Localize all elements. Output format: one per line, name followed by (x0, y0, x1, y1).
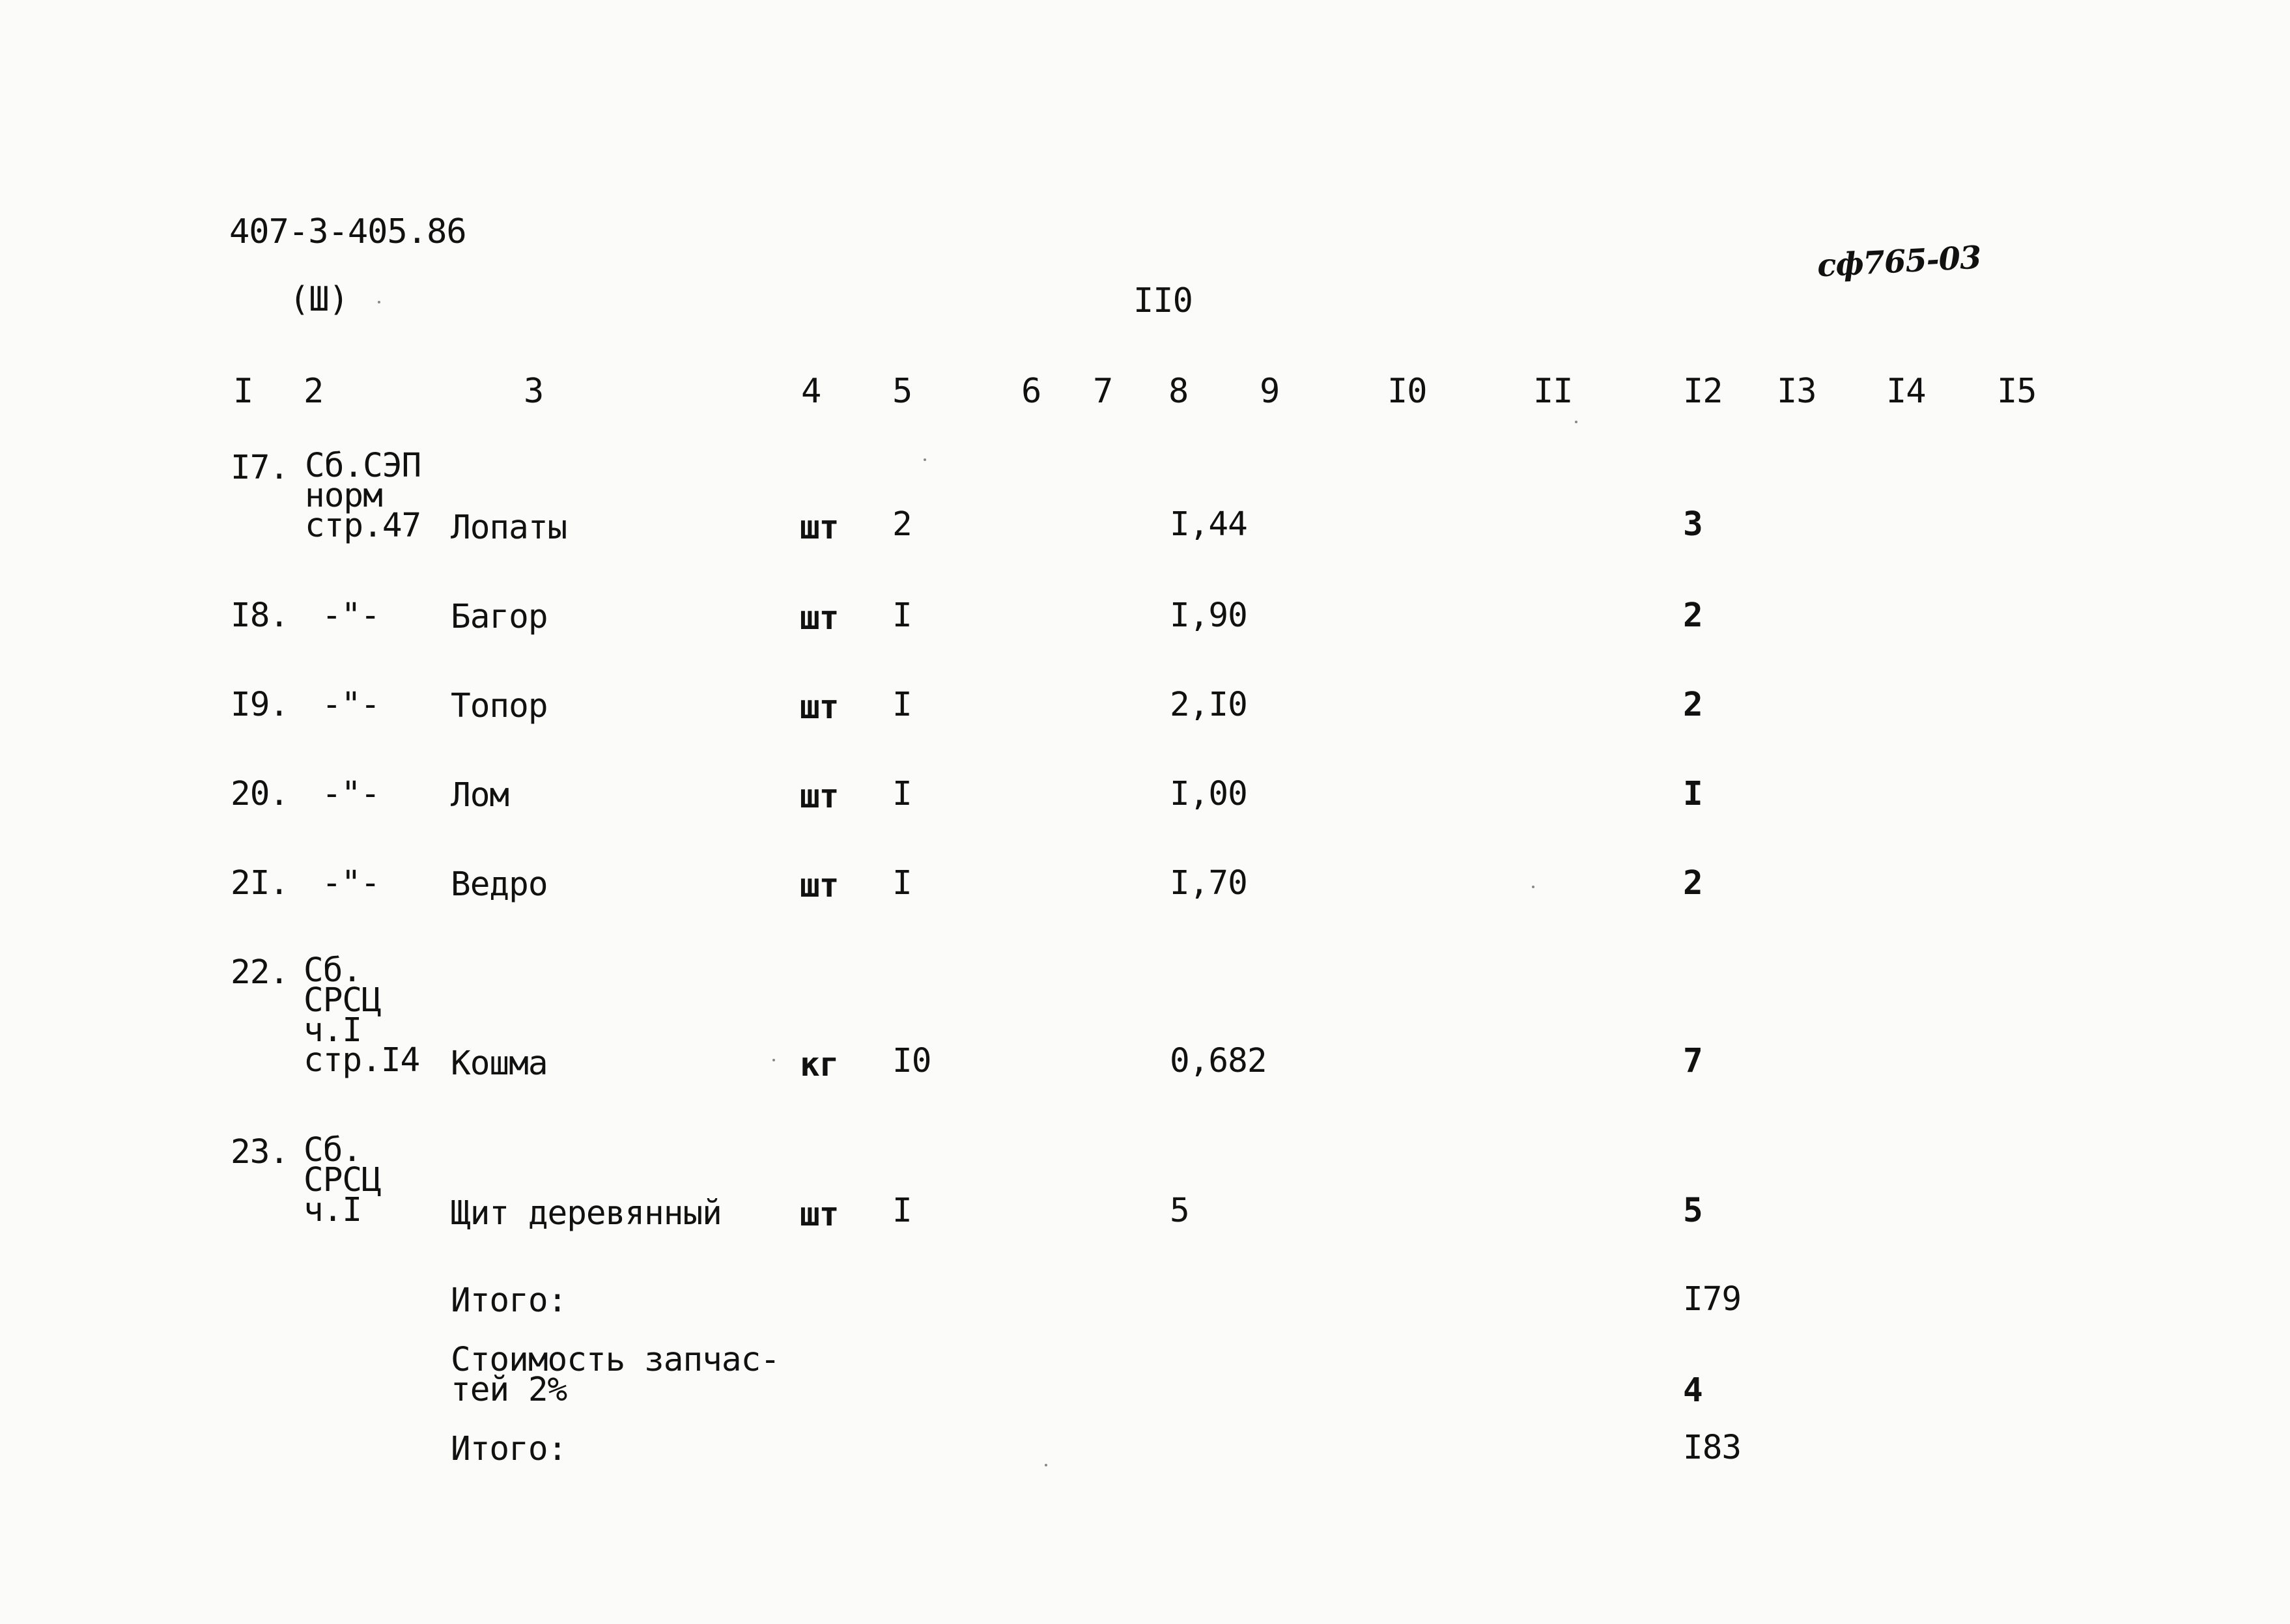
col-3: 3 (524, 372, 544, 411)
row-price: I,44 (1170, 505, 1247, 544)
row-unit: шт (800, 777, 839, 816)
row-quantity: I (892, 686, 912, 724)
row-quantity: I0 (892, 1042, 931, 1080)
scan-speck (924, 458, 926, 461)
col-10: I0 (1387, 372, 1427, 411)
row-price: I,00 (1170, 775, 1247, 813)
row-quantity: I (892, 596, 912, 635)
row-number: 2I. (231, 864, 289, 903)
row-total: 5 (1683, 1192, 1703, 1230)
row-price: 0,682 (1170, 1042, 1267, 1080)
subtotal-label: Итого: (451, 1281, 567, 1320)
spare-parts-value: 4 (1683, 1371, 1703, 1410)
row-number: 20. (231, 775, 289, 813)
row-price: 5 (1170, 1192, 1189, 1230)
row-unit: шт (800, 509, 839, 547)
row-total: I (1683, 775, 1703, 813)
row-total: 3 (1683, 505, 1703, 544)
row-reference: Сб. СРСЦ ч.I стр.I4 (304, 951, 420, 1080)
row-total: 2 (1683, 686, 1703, 724)
col-13: I3 (1777, 372, 1816, 411)
row-unit: шт (800, 1196, 839, 1234)
row-quantity: I (892, 1192, 912, 1230)
col-2: 2 (304, 372, 324, 411)
col-6: 6 (1021, 372, 1041, 411)
spare-parts-label: Стоимость запчас- тей 2% (451, 1341, 780, 1409)
row-reference: -"- (322, 686, 380, 724)
row-reference: -"- (322, 775, 380, 813)
col-9: 9 (1260, 372, 1280, 411)
scan-speck (1575, 421, 1577, 423)
row-number: 22. (231, 953, 289, 992)
document-code: 407-3-405.86 (229, 212, 466, 251)
row-total: 2 (1683, 596, 1703, 635)
row-total: 2 (1683, 864, 1703, 903)
scan-speck (1045, 1464, 1047, 1466)
total-value: I83 (1683, 1429, 1742, 1467)
col-4: 4 (801, 372, 821, 411)
row-number: I9. (231, 686, 289, 724)
handwritten-stamp: сф765-03 (1816, 239, 1982, 285)
row-unit: шт (800, 688, 839, 727)
scan-speck (378, 301, 380, 303)
subtotal-value: I79 (1683, 1280, 1742, 1319)
row-total: 7 (1683, 1042, 1703, 1080)
section-mark: (Ш) (289, 280, 348, 319)
row-item-name: Ведро (451, 865, 548, 904)
col-8: 8 (1168, 372, 1189, 411)
row-price: I,70 (1170, 864, 1247, 903)
page-number: II0 (1133, 281, 1193, 320)
row-unit: шт (800, 599, 839, 637)
row-number: 23. (231, 1133, 289, 1171)
col-11: II (1533, 372, 1573, 411)
row-item-name: Кошма (451, 1044, 548, 1083)
row-reference: -"- (322, 596, 380, 635)
row-quantity: I (892, 864, 912, 903)
row-reference: -"- (322, 864, 380, 903)
col-14: I4 (1886, 372, 1926, 411)
row-unit: шт (800, 867, 839, 905)
col-15: I5 (1997, 372, 2037, 411)
row-number: I8. (231, 596, 289, 635)
row-unit: кг (800, 1046, 839, 1084)
row-item-name: Лопаты (451, 509, 567, 547)
row-item-name: Багор (451, 598, 548, 636)
col-12: I2 (1683, 372, 1723, 411)
row-price: I,90 (1170, 596, 1247, 635)
scan-speck (772, 1059, 775, 1061)
row-price: 2,I0 (1170, 686, 1247, 724)
row-item-name: Лом (451, 776, 509, 815)
scan-speck (1532, 886, 1534, 888)
row-reference: Сб.СЭП норм стр.47 (305, 447, 421, 545)
col-7: 7 (1093, 372, 1113, 411)
row-number: I7. (231, 449, 289, 487)
row-quantity: 2 (892, 505, 912, 544)
row-quantity: I (892, 775, 912, 813)
row-reference: Сб. СРСЦ ч.I (304, 1131, 381, 1229)
total-label: Итого: (451, 1430, 567, 1468)
col-5: 5 (892, 372, 912, 411)
row-item-name: Топор (451, 687, 548, 725)
row-item-name: Щит деревянный (451, 1194, 722, 1233)
col-1: I (233, 372, 253, 411)
